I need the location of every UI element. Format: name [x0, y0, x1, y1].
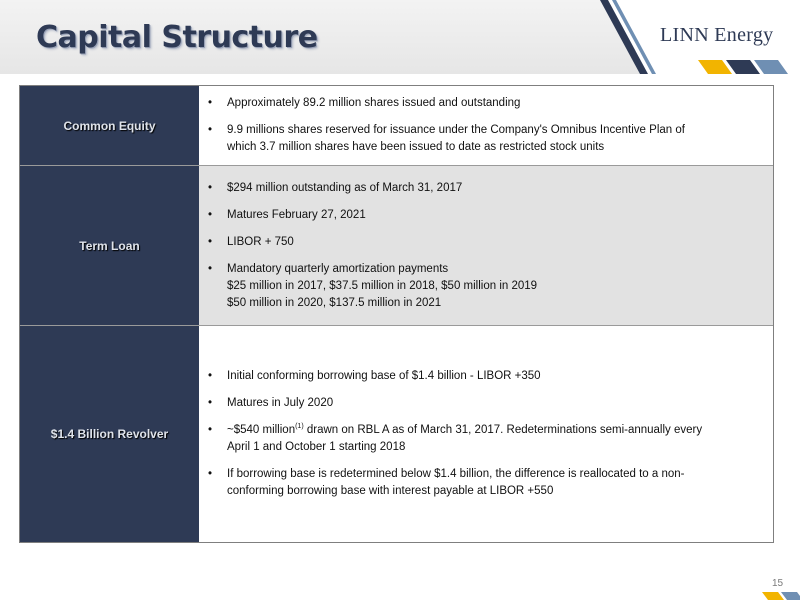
bullet-list: [199, 368, 773, 500]
row-content: [199, 86, 773, 165]
page-title: Capital Structure: [36, 20, 318, 55]
row-label: Common Equity: [20, 86, 199, 165]
bullet-item: • Mandatory quarterly amortization payments $25 million in 2017, $37.5 million in 2018, $50 million in 2019 $50 million in 2020, $137.5 million in 2021: [227, 261, 761, 312]
table-row-revolver: [20, 325, 773, 542]
bullet-item: • If borrowing base is redetermined below $1.4 billion, the difference is reallocated to a non- conforming borrowing base with interest payable at LIBOR +550: [227, 466, 761, 500]
row-label: Term Loan: [20, 166, 199, 325]
page-number: 15: [772, 578, 784, 589]
bullet-item: • ~$540 million$^{(1)}$ drawn on RBL A as of March 31, 2017. Redeterminations semi-annually every April 1 and October 1 starting 2018: [227, 422, 761, 456]
row-label: $1.4 Billion Revolver: [20, 326, 199, 542]
company-logo: LINN Energy: [660, 24, 774, 46]
bullet-item: • 9.9 millions shares reserved for issuance under the Company's Omnibus Incentive Plan of which 3.7 million shares have been issued to date as restricted stock units: [227, 122, 761, 156]
footer-blue-block: [781, 592, 800, 600]
bullet-text-rest: drawn on RBL A as of March 31, 2017. Redeterminations semi-annually every: [303, 424, 703, 436]
bullet-item: • Initial conforming borrowing base of $1.4 billion - LIBOR +350: [227, 368, 761, 385]
table-row-term-loan: [20, 165, 773, 325]
bullet-item: • Matures in July 2020: [227, 395, 761, 412]
row-content: [199, 166, 773, 325]
footnote-marker: (1): [295, 423, 304, 431]
footer-gold-block: [762, 592, 784, 600]
capital-structure-table: [19, 85, 774, 543]
bullet-item: • $294 million outstanding as of March 31, 2017: [227, 180, 761, 197]
bullet-text-start: ~$540 million: [227, 424, 296, 436]
row-content: [199, 326, 773, 542]
table-row-common-equity: [20, 86, 773, 165]
bullet-item: • LIBOR + 750: [227, 234, 761, 251]
bullet-item: • Approximately 89.2 million shares issued and outstanding: [227, 95, 761, 112]
bullet-item: • Matures February 27, 2021: [227, 207, 761, 224]
bullet-list: [199, 95, 773, 156]
bullet-list: [199, 180, 773, 312]
